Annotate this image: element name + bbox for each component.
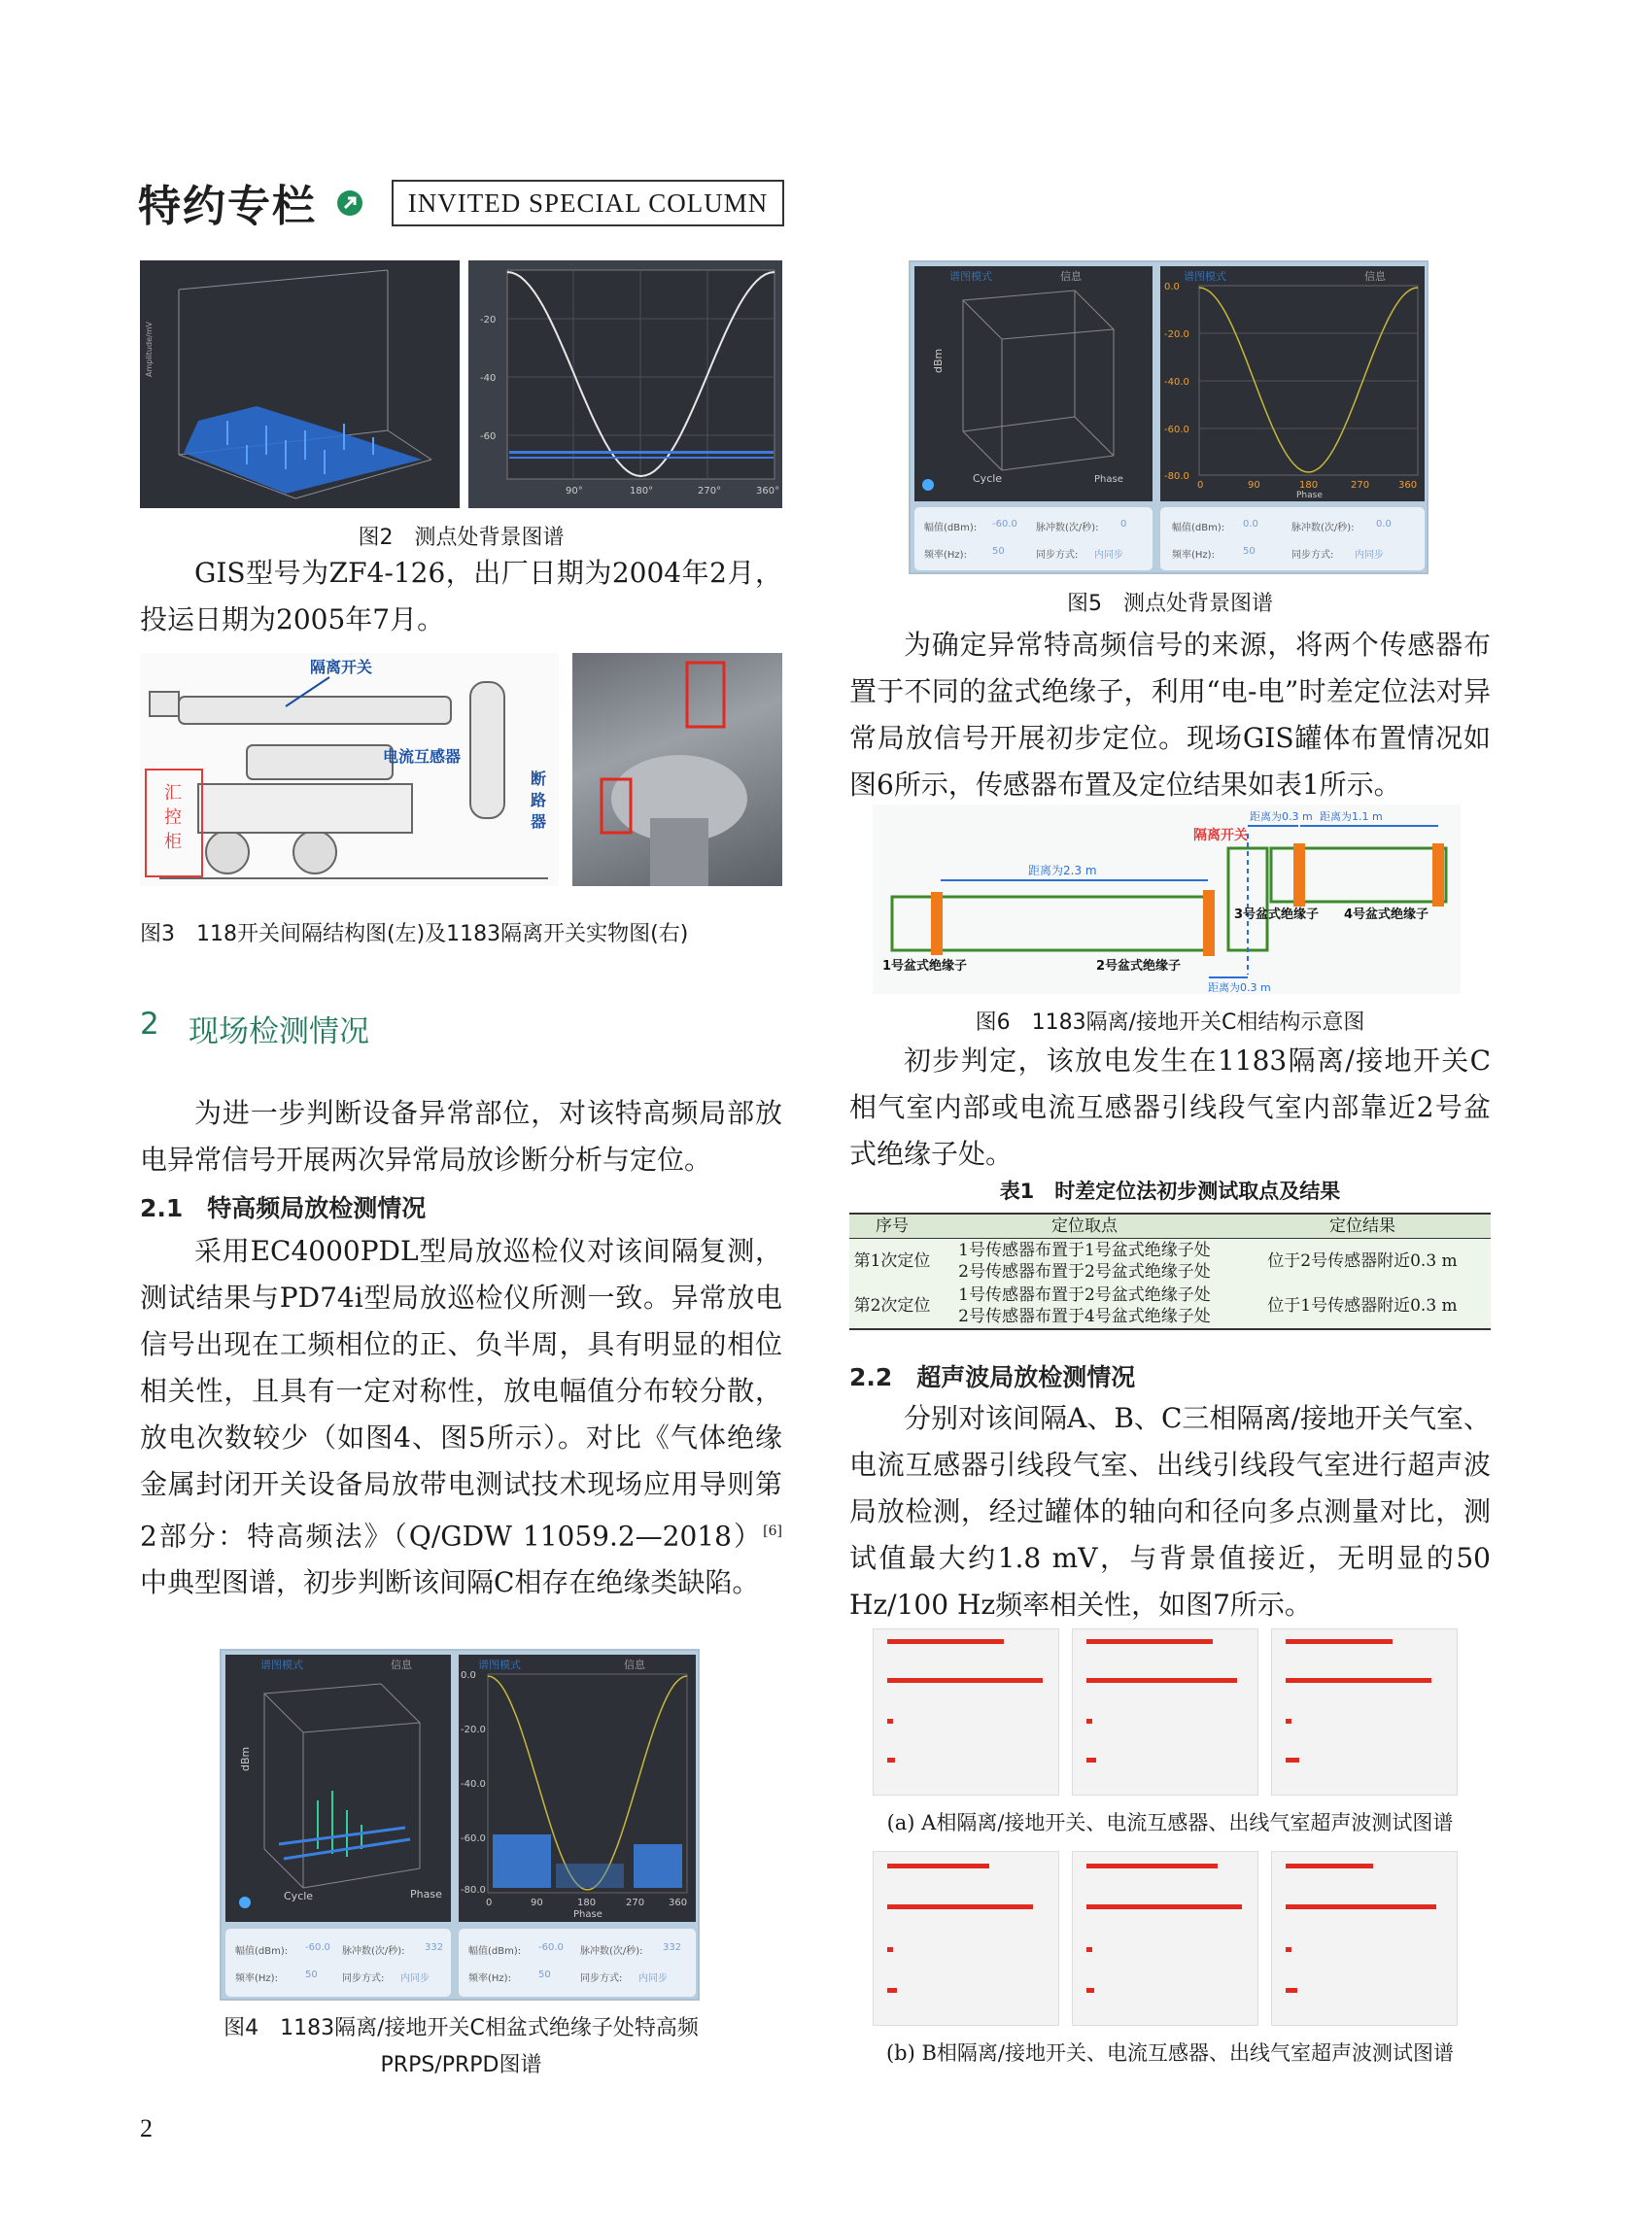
fig4-info-sync-label-2: 同步方式: [580, 1973, 623, 1984]
table1-point-2: 2号传感器布置于4号盆式绝缘子处 [958, 1307, 1211, 1326]
para-uhf [140, 1228, 782, 1606]
fig5-info-sync2-value: 内同步 [1355, 550, 1384, 561]
fig4-tab-spectrum-2[interactable]: 谱图模式 [478, 1659, 521, 1671]
fig2-3d-plot [140, 260, 460, 508]
fig5-info-left [914, 507, 1153, 570]
fig3-label-breaker-2: 路 [531, 791, 547, 809]
fig5-ytick: -60.0 [1164, 425, 1189, 435]
fig5-info-sync2-label: 同步方式: [1291, 550, 1334, 561]
fig5-tab-spectrum-2[interactable]: 谱图模式 [1184, 270, 1226, 283]
fig5-info-freq-label: 频率(Hz): [924, 550, 967, 561]
table1-cell-result: 位于2号传感器附近0.3 m [1234, 1239, 1491, 1284]
fig5-ytick: -80.0 [1164, 471, 1189, 482]
fig6-ins-1: 1号盆式绝缘子 [882, 959, 968, 974]
fig4-info-amp-label-2: 幅值(dBm): [468, 1946, 522, 1957]
column-title: 特约专栏 [138, 182, 317, 231]
fig4-tab-info[interactable]: 信息 [391, 1659, 412, 1671]
fig4-info-sync-value: 内同步 [400, 1973, 430, 1984]
fig4-info-pulse-label: 脉冲数(次/秒): [342, 1946, 405, 1957]
fig4-phase-label: Phase [573, 1909, 602, 1920]
fig5-tab-spectrum[interactable]: 谱图模式 [949, 270, 992, 283]
fig3-label-ct: 电流互感器 [383, 747, 462, 766]
column-subtitle: INVITED SPECIAL COLUMN [392, 180, 784, 226]
fig4-caption-line1: 图4 1183隔离/接地开关C相盆式绝缘子处特高频 [224, 2016, 699, 2040]
fig5-instrument-screen [909, 260, 1428, 574]
fig5-info-amp-value: -60.0 [992, 519, 1017, 530]
table1-point-1: 1号传感器布置于2号盆式绝缘子处 [958, 1285, 1211, 1305]
fig4-info-sync-label: 同步方式: [342, 1973, 385, 1984]
fig5-xtick: 360 [1398, 480, 1418, 491]
fig4-info-freq-label: 频率(Hz): [235, 1973, 278, 1984]
fig5-info-sync-label: 同步方式: [1036, 550, 1079, 561]
fig4-axis-phase: Phase [410, 1888, 442, 1901]
fig5-tab-info[interactable]: 信息 [1060, 270, 1082, 283]
fig4-info-freq-value-2: 50 [538, 1969, 551, 1980]
fig4-prpd-panel [459, 1655, 696, 1922]
fig7b-panel-2 [1072, 1851, 1258, 2026]
table1-cell-result: 位于1号传感器附近0.3 m [1234, 1284, 1491, 1329]
fig5-info-amp-label: 幅值(dBm): [924, 523, 978, 533]
fig3-label-cabinet-1: 汇 [164, 783, 182, 804]
para-intro: 为进一步判断设备异常部位，对该特高频局部放电异常信号开展两次异常局放诊断分析与定位。 [140, 1097, 782, 1176]
fig4-ytick: -20.0 [461, 1725, 486, 1735]
fig5-axis-phase: Phase [1094, 474, 1123, 485]
fig4-ytick: -60.0 [461, 1833, 486, 1844]
fig6-ins-3: 3号盆式绝缘子 [1234, 908, 1320, 922]
table1-header: 序号 [849, 1214, 935, 1239]
table1-title: 表1 时差定位法初步测试取点及结果 [999, 1180, 1341, 1203]
fig5-xtick: 270 [1351, 480, 1370, 491]
section-title: 现场检测情况 [189, 1014, 369, 1049]
fig4-info-freq-label-2: 频率(Hz): [468, 1973, 511, 1984]
fig5-xtick: 90 [1248, 480, 1260, 491]
para-localization: 为确定异常特高频信号的来源，将两个传感器布置于不同的盆式绝缘子，利用“电-电”时差定位法对异常局放信号开展初步定位。现场GIS罐体布置情况如图6所示，传感器布置及定位结果如表1所示。 [849, 629, 1491, 801]
fig4-tab-spectrum[interactable]: 谱图模式 [260, 1659, 303, 1671]
fig5-info-pulse2-label: 脉冲数(次/秒): [1291, 523, 1355, 533]
fig2-xtick: 270° [698, 486, 722, 497]
arrow-icon [337, 190, 362, 216]
fig4-info-amp-value-2: -60.0 [538, 1942, 564, 1953]
fig7b-panel-1 [873, 1851, 1059, 2026]
fig5-ytick: 0.0 [1164, 282, 1180, 292]
fig2-xtick: 180° [630, 486, 654, 497]
table1 [849, 1213, 1491, 1330]
table1-point-2: 2号传感器布置于2号盆式绝缘子处 [958, 1262, 1211, 1282]
fig2-caption: 图2 测点处背景图谱 [358, 526, 565, 550]
fig5-xtick: 0 [1197, 480, 1204, 491]
fig4-xtick: 360 [669, 1898, 688, 1908]
section-number: 2 [140, 1007, 159, 1042]
citation-ref[interactable]: [6] [763, 1524, 782, 1539]
fig4-instrument-screen [220, 1649, 700, 2001]
fig5-caption: 图5 测点处背景图谱 [1067, 592, 1273, 616]
fig5-prpd-panel [1160, 266, 1425, 501]
page-number: 2 [140, 2114, 153, 2142]
fig4-xtick: 270 [626, 1898, 645, 1908]
fig7a-caption: (a) A相隔离/接地开关、电流互感器、出线气室超声波测试图谱 [886, 1811, 1454, 1834]
fig3-label-cabinet-3: 柜 [164, 832, 182, 852]
fig6-ins-4: 4号盆式绝缘子 [1344, 908, 1429, 922]
fig4-caption-line2: PRPS/PRPD图谱 [380, 2053, 542, 2077]
fig4-info-freq-value: 50 [305, 1969, 318, 1980]
fig3-label-breaker-1: 断 [531, 770, 547, 788]
fig2-xtick: 360° [756, 486, 780, 497]
svg-text:Amplitude/mV: Amplitude/mV [145, 322, 154, 377]
fig3-structure-diagram [140, 653, 559, 886]
fig5-info-sync-value: 内同步 [1094, 550, 1123, 561]
fig4-prps-panel [225, 1655, 451, 1922]
table-row [849, 1239, 1491, 1284]
fig4-info-left [225, 1929, 451, 1997]
fig4-info-pulse-label-2: 脉冲数(次/秒): [580, 1946, 643, 1957]
fig2-ytick: -20 [480, 315, 497, 325]
fig4-info-amp-label: 幅值(dBm): [235, 1946, 289, 1957]
fig4-axis-dbm: dBm [239, 1746, 252, 1771]
fig4-info-pulse-value-2: 332 [663, 1942, 682, 1953]
fig6-ins-2: 2号盆式绝缘子 [1096, 959, 1182, 974]
fig7a-panel-3 [1271, 1628, 1458, 1796]
fig6-structure-schematic [873, 805, 1461, 994]
fig5-phase-label: Phase [1296, 491, 1323, 500]
fig4-ytick: -40.0 [461, 1779, 486, 1790]
fig6-dist-3: 距离为1.1 m [1320, 810, 1383, 823]
fig3-label-breaker-3: 器 [531, 812, 547, 831]
fig2-xtick: 90° [566, 486, 583, 497]
fig5-info-pulse-value: 0 [1120, 519, 1127, 530]
para-uhf-text: 采用EC4000PDL型局放巡检仪对该间隔复测，测试结果与PD74i型局放巡检仪所测一致。异常放电信号出现在工频相位的正、负半周，具有明显的相位相关性，且具有一定对称性，放电幅值分布较分散，放电次数较少（如图4、图5所示）。对比《气体绝缘金属封闭开关设备局放带电测试技术现场应用导则第2部分：特高频法》（Q/GDW 11059.2—2018） [140, 1235, 782, 1553]
fig5-axis-dbm: dBm [932, 348, 945, 373]
fig5-ytick: -40.0 [1164, 377, 1189, 388]
fig6-label-isolator: 隔离开关 [1193, 828, 1248, 843]
fig4-info-pulse-value: 332 [425, 1942, 444, 1953]
subsection-2-1: 2.1 特高频局放检测情况 [140, 1194, 427, 1222]
fig4-ytick: -80.0 [461, 1885, 486, 1896]
fig2-ytick: -40 [480, 373, 497, 384]
fig5-info-amp2-label: 幅值(dBm): [1172, 523, 1225, 533]
table1-header: 定位结果 [1234, 1214, 1491, 1239]
fig2-ytick: -60 [480, 431, 497, 442]
table1-header: 定位取点 [935, 1214, 1234, 1239]
fig6-caption: 图6 1183隔离/接地开关C相结构示意图 [975, 1010, 1365, 1035]
fig5-axis-cycle: Cycle [973, 472, 1003, 485]
fig3-label-cabinet-2: 控 [164, 807, 182, 828]
fig5-ytick: -20.0 [1164, 329, 1189, 340]
fig6-dist-4: 距离为0.3 m [1208, 981, 1271, 994]
para-judgement: 初步判定，该放电发生在1183隔离/接地开关C相气室内部或电流互感器引线段气室内部靠近2号盆式绝缘子处。 [849, 1045, 1491, 1170]
fig7a-panel-1 [873, 1628, 1059, 1796]
fig5-info-freq-value: 50 [992, 546, 1005, 557]
para-gis-model: GIS型号为ZF4-126，出厂日期为2004年2月，投运日期为2005年7月。 [140, 557, 782, 635]
table-row [849, 1284, 1491, 1329]
fig7b-caption: (b) B相隔离/接地开关、电流互感器、出线气室超声波测试图谱 [885, 2041, 1454, 2065]
fig6-dist-1: 距离为2.3 m [1028, 864, 1097, 877]
fig4-tab-info-2[interactable]: 信息 [624, 1659, 645, 1671]
para-ultrasonic: 分别对该间隔A、B、C三相隔离/接地开关气室、电流互感器引线段气室、出线引线段气室进行超声波局放检测，经过罐体的轴向和径向多点测量对比，测试值最大约1.8 mV，与背景值接近，无明显的50 Hz/100 Hz频率相关性，如图7所示。 [849, 1402, 1491, 1621]
fig7b-panel-3 [1271, 1851, 1458, 2026]
fig4-xtick: 180 [577, 1898, 597, 1908]
fig7a-panel-2 [1072, 1628, 1258, 1796]
fig4-info-sync-value-2: 内同步 [638, 1973, 668, 1984]
fig2-phase-plot [468, 260, 782, 508]
fig5-info-amp2-value: 0.0 [1243, 519, 1258, 530]
fig3-label-isolator: 隔离开关 [310, 658, 373, 676]
subsection-2-2: 2.2 超声波局放检测情况 [849, 1363, 1136, 1391]
table1-point-1: 1号传感器布置于1号盆式绝缘子处 [958, 1241, 1211, 1260]
fig6-dist-2: 距离为0.3 m [1250, 810, 1313, 823]
fig5-info-freq2-label: 频率(Hz): [1172, 550, 1215, 561]
para-uhf-tail: 中典型图谱，初步判断该间隔C相存在绝缘类缺陷。 [140, 1566, 760, 1599]
fig5-info-pulse2-value: 0.0 [1376, 519, 1392, 530]
fig4-info-amp-value: -60.0 [305, 1942, 330, 1953]
table1-cell-points [935, 1239, 1234, 1284]
fig3-isolator-photo [572, 653, 782, 886]
fig5-tab-info-2[interactable]: 信息 [1364, 270, 1386, 283]
fig4-xtick: 0 [486, 1898, 493, 1908]
fig5-info-right [1160, 507, 1425, 570]
fig5-info-pulse-label: 脉冲数(次/秒): [1036, 523, 1099, 533]
fig4-info-right [459, 1929, 696, 1997]
fig4-axis-cycle: Cycle [284, 1890, 314, 1902]
fig4-ytick: 0.0 [461, 1670, 476, 1681]
table1-cell-points [935, 1284, 1234, 1329]
table1-cell-idx: 第2次定位 [849, 1284, 935, 1329]
table1-cell-idx: 第1次定位 [849, 1239, 935, 1284]
fig5-xtick: 180 [1299, 480, 1319, 491]
fig5-info-freq2-value: 50 [1243, 546, 1256, 557]
fig3-caption: 图3 118开关间隔结构图(左)及1183隔离开关实物图(右) [140, 922, 689, 946]
fig5-prps-panel [914, 266, 1153, 501]
fig4-xtick: 90 [531, 1898, 543, 1908]
